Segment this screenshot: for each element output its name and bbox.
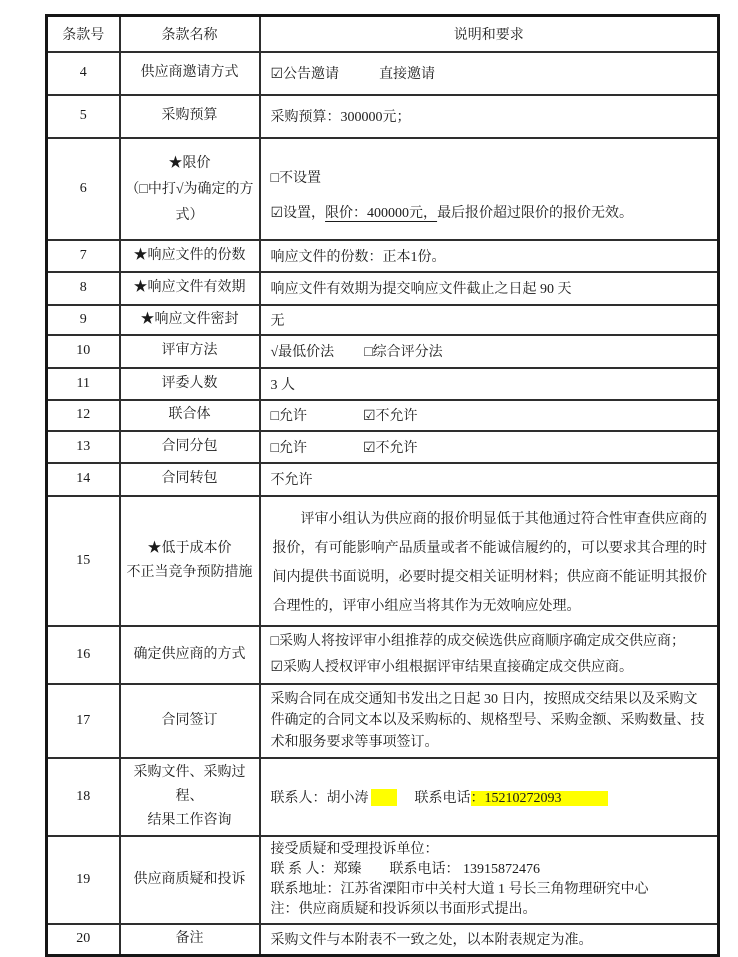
clause-no: 5 — [47, 95, 120, 138]
clause-no: 4 — [47, 52, 120, 95]
clause-name-line: ★限价 — [168, 155, 211, 171]
clause-desc: 采购预算：300000元； — [260, 95, 719, 138]
unchecked-option: □综合评分法 — [364, 345, 443, 360]
clause-name: 合同签订 — [120, 684, 260, 759]
clause-desc: 评审小组认为供应商的报价明显低于其他通过符合性审查供应商的报价，有可能影响产品质量或者不能诚信履约的，可以要求其合理的时间内提供书面说明，必要时提交相关证明材料；供应商不能证明其报价合理性的，评审小组应当将其作为无效响应处理。 — [260, 496, 719, 626]
table-row — [47, 758, 719, 836]
clause-name: 合同转包 — [120, 463, 260, 496]
clause-no: 20 — [47, 924, 120, 955]
clause-name: 评委人数 — [120, 368, 260, 400]
clause-name — [120, 758, 260, 836]
table-row — [47, 240, 719, 272]
checked-option — [271, 196, 708, 231]
complaint-address-line: 联系地址：江苏省溧阳市中关村大道 1 号长三角物理研究中心 — [270, 882, 649, 897]
table-row — [47, 684, 719, 759]
clause-name: 采购预算 — [120, 95, 260, 138]
unchecked-option: □允许 — [270, 440, 307, 456]
complaint-contact-line: 联 系 人：郑臻 联系电话： 13915872476 — [270, 862, 540, 877]
table-row — [47, 924, 719, 955]
clause-desc — [260, 758, 719, 836]
clause-desc: 响应文件有效期为提交响应文件截止之日起 90 天 — [260, 272, 719, 305]
highlight-blank — [371, 789, 397, 806]
complaint-note-line: 注：供应商质疑和投诉须以书面形式提出。 — [270, 902, 537, 917]
clause-no: 16 — [47, 626, 120, 684]
table-row — [47, 305, 719, 335]
clause-name-line: ★低于成本价 — [147, 540, 232, 556]
clause-desc: 采购文件与本附表不一致之处，以本附表规定为准。 — [260, 924, 719, 955]
clause-no: 18 — [47, 758, 120, 836]
clause-no: 10 — [47, 335, 120, 368]
clause-no: 13 — [47, 431, 120, 463]
clause-name: ★响应文件的份数 — [120, 240, 260, 272]
clause-table — [45, 14, 720, 957]
header-clause-name: 条款名称 — [120, 16, 260, 52]
clause-no: 8 — [47, 272, 120, 305]
clause-name — [120, 496, 260, 626]
option-suffix: 最后报价超过限价的报价无效。 — [437, 205, 634, 221]
clause-name-line: 采购文件、采购过程、 — [133, 765, 246, 804]
clause-no: 11 — [47, 368, 120, 400]
table-row — [47, 95, 719, 138]
clause-desc: 3 人 — [260, 368, 719, 400]
table-header-row — [47, 16, 719, 52]
table-row — [47, 272, 719, 305]
clause-desc: 无 — [260, 305, 719, 335]
unchecked-option: □不设置 — [270, 170, 321, 186]
clause-desc — [260, 431, 719, 463]
clause-name: ★响应文件有效期 — [120, 272, 260, 305]
clause-desc: 不允许 — [260, 463, 719, 496]
clause-name: 联合体 — [120, 400, 260, 431]
header-description: 说明和要求 — [260, 16, 719, 52]
clause-name — [120, 138, 260, 240]
clause-desc: 响应文件的份数：正本1份。 — [260, 240, 719, 272]
clause-name: ★响应文件密封 — [120, 305, 260, 335]
table-row — [47, 836, 719, 924]
clause-name: 评审方法 — [120, 335, 260, 368]
checked-option: ☑不允许 — [362, 409, 418, 424]
phone-label: 联系电话 — [414, 791, 471, 806]
phone-number-highlighted: ：15210272093 — [471, 791, 608, 806]
clause-desc — [260, 836, 719, 924]
table-row — [47, 626, 719, 684]
complaint-unit-line: 接受质疑和受理投诉单位： — [270, 842, 439, 857]
contact-person: 联系人：胡小涛 — [270, 791, 369, 806]
table-row — [47, 496, 719, 626]
clause-no: 6 — [47, 138, 120, 240]
plain-option: 直接邀请 — [379, 67, 436, 82]
clause-desc: 采购合同在成交通知书发出之日起 30 日内，按照成交结果以及采购文件确定的合同文本以及采购标的、规格型号、采购金额、采购数量、技术和服务要求等事项签订。 — [260, 684, 719, 759]
checked-option: ☑不允许 — [362, 440, 418, 456]
checked-option: ☑公告邀请 — [270, 67, 340, 82]
clause-name: 确定供应商的方式 — [120, 626, 260, 684]
clause-desc — [260, 626, 719, 684]
clause-no: 19 — [47, 836, 120, 924]
clause-name: 供应商邀请方式 — [120, 52, 260, 95]
unchecked-option: □采购人将按评审小组推荐的成交候选供应商顺序确定成交供应商； — [270, 633, 685, 649]
clause-no: 7 — [47, 240, 120, 272]
table-row — [47, 431, 719, 463]
clause-desc — [260, 52, 719, 95]
clause-no: 17 — [47, 684, 120, 759]
header-clause-no: 条款号 — [47, 16, 120, 52]
option-prefix: ☑设置， — [270, 205, 326, 221]
clause-desc — [260, 400, 719, 431]
clause-desc — [260, 335, 719, 368]
table-row — [47, 52, 719, 95]
clause-no: 12 — [47, 400, 120, 431]
clause-name: 供应商质疑和投诉 — [120, 836, 260, 924]
clause-name-line: 不正当竞争预防措施 — [126, 564, 253, 580]
table-row — [47, 335, 719, 368]
unchecked-option: □允许 — [270, 409, 307, 424]
checked-option: ☑采购人授权评审小组根据评审结果直接确定成交供应商。 — [270, 659, 634, 675]
clause-name: 备注 — [120, 924, 260, 955]
clause-no: 9 — [47, 305, 120, 335]
table-row — [47, 368, 719, 400]
clause-name: 合同分包 — [120, 431, 260, 463]
checked-option: √最低价法 — [270, 345, 335, 360]
clause-desc — [260, 138, 719, 240]
clause-name-line: （□中打√为确定的方式） — [125, 181, 254, 223]
limit-price-underlined: 限价：400000元， — [325, 205, 438, 221]
table-row — [47, 400, 719, 431]
clause-no: 15 — [47, 496, 120, 626]
clause-name-line: 结果工作咨询 — [147, 813, 232, 828]
table-row — [47, 463, 719, 496]
table-row — [47, 138, 719, 240]
clause-no: 14 — [47, 463, 120, 496]
